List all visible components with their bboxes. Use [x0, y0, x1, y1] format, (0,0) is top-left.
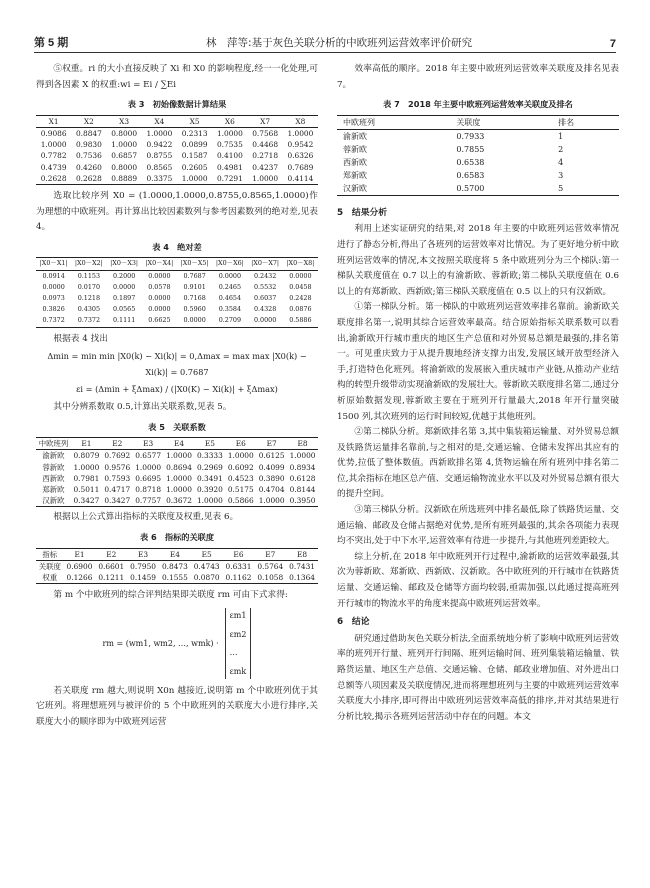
table-row [36, 473, 318, 484]
table-cell: 0.1587 [181, 151, 208, 161]
table-header-cell: |X0－X3| [110, 259, 139, 268]
table-cell: 0.0000 [183, 316, 206, 325]
section6-paragraph: 研究通过借助灰色关联分析法,全面系统地分析了影响中欧班列运营效率的班列开行量、班列开行间隔、班列运输时间、班列集装箱运输量、铁路货运量、地区生产总值、交通运输、仓储、邮政业增加值、对外进出口总额等八项因素及关联度情况,进而将理想班列与主要的中欧班列运营效率关联度大小排序,即可得出中欧班列运营效率高低的排序,并对其结果进行分析比较,揭示各班列运营活动中存在的问题。本文 [337, 633, 619, 722]
table-header-cell: E5 [204, 439, 215, 449]
table4 [36, 257, 318, 327]
table-header-cell: X4 [154, 116, 165, 126]
left-column [36, 62, 318, 731]
table-cell: 0.0000 [42, 282, 65, 291]
table-cell: 0.1211 [98, 572, 125, 582]
table-cell: 0.2628 [75, 173, 102, 183]
table-header-cell: X8 [295, 116, 306, 126]
table-cell: 0.7757 [135, 496, 162, 506]
table-cell: 0.4717 [104, 484, 131, 494]
table-cell: 汉新欧 [343, 183, 367, 193]
table-cell: 0.4743 [193, 561, 220, 571]
table-cell: 0.6128 [289, 473, 316, 483]
table-cell: 0.7291 [216, 173, 243, 183]
equation-coefficient: εi = (Δmin + ξΔmax) / (|X0(K) − Xi(k)| + ξΔmax) [76, 384, 278, 395]
table-cell: 0.3826 [42, 305, 65, 314]
table-row [36, 315, 318, 327]
table-cell: 郑新欧 [343, 170, 367, 180]
table-cell: 0.6601 [98, 561, 125, 571]
table-cell: 1.0000 [166, 473, 192, 483]
table-cell: 0.3584 [218, 305, 242, 314]
table-cell: 0.7933 [456, 131, 485, 141]
table-header-cell: X7 [260, 116, 271, 126]
table-cell: 1.0000 [135, 462, 162, 472]
table-cell: 0.1364 [289, 572, 316, 582]
table-cell: 0.0870 [193, 572, 220, 582]
table-cell: 1.0000 [166, 451, 192, 461]
table-header-cell: E4 [169, 549, 180, 559]
table-row [337, 129, 619, 143]
table-row [36, 139, 318, 150]
table-header-cell: E3 [138, 549, 149, 559]
table-cell: 权重 [42, 572, 58, 582]
table-header-cell: X2 [83, 116, 94, 126]
table-cell: 0.1058 [257, 572, 284, 582]
table-header-cell: 关联度 [456, 117, 481, 127]
table-cell: 0.7981 [73, 473, 100, 483]
table-cell: 0.1555 [161, 572, 188, 582]
table-cell: 西新欧 [42, 473, 65, 483]
table-header-cell: E2 [106, 549, 117, 559]
table-cell: 0.7855 [456, 144, 485, 154]
table-header-cell: E8 [297, 439, 308, 449]
table-cell: 0.0000 [148, 293, 171, 302]
table-cell: 0.3491 [196, 473, 223, 483]
table-cell: 0.3672 [166, 496, 192, 506]
table-cell: 0.6092 [227, 462, 254, 472]
table-cell: 1.0000 [40, 140, 67, 150]
table-header-cell: 中欧班列 [38, 439, 69, 449]
table-header-cell: E3 [143, 439, 154, 449]
table-cell: 0.6625 [148, 316, 171, 325]
table-header-cell: |X0－X6| [215, 259, 244, 268]
table-cell: 蓉新欧 [343, 144, 367, 154]
table-row [337, 156, 619, 169]
equation-min-max: Δmin = min min |X0(k) − Xi(k)| = 0,Δmax = max max |X0(k) − Xi(k)| = 0.7687 [47, 351, 307, 377]
table-cell: 0.1162 [225, 572, 252, 582]
intro-right-paragraph: 效率高低的顺序。2018 年主要中欧班列运营效率关联度及排名见表 7。 [337, 64, 619, 90]
table-cell: 0.0458 [289, 282, 312, 291]
table-cell: 0.2000 [112, 271, 136, 280]
table-cell: 0.5011 [73, 484, 100, 494]
table-cell: 0.2628 [40, 173, 67, 183]
table-cell: 0.6900 [66, 561, 93, 571]
table6-caption: 表 6 指标的关联度 [139, 531, 215, 542]
table-cell: 0.8565 [146, 162, 173, 172]
table-cell: 0.2605 [181, 162, 208, 172]
table-cell: 0.6695 [135, 473, 162, 483]
table-cell: 0.1897 [112, 293, 136, 302]
section5-paragraph: ①第一梯队分析。第一梯队的中欧班列运营效率排名靠前。渝新欧关联度排名第一,说明其综合运营效率最高。结合原始指标关联系数可以看出,渝新欧开行城市重庆的地区生产总值和对外贸易总额是最强的,排名第一。可见重庆致力于从提升腹地经济支撑力出发,发展区域开放型经济入手,打造特色化班列。将渝新欧的发展嵌入重庆城市产业链,从推动产业结构的转型升级带动实现渝新欧的发展壮大。蓉新欧关联度排名第二,通过分析原始数据发现,蓉新欧主要在于班列开行量最大,2018 年开行量突破 1500 列,其次班列的运行时间较短,优越于其他班列。 [337, 302, 619, 422]
table-cell: 0.1266 [66, 572, 93, 582]
table-cell: 0.6125 [258, 451, 285, 461]
table-cell: 0.1153 [77, 271, 101, 280]
table-cell: 0.4328 [253, 305, 277, 314]
table-cell: 0.8718 [135, 484, 162, 494]
table-cell: 0.8934 [289, 462, 316, 472]
table-row [337, 143, 619, 156]
table-header-cell: E8 [297, 549, 308, 559]
table-row [36, 560, 318, 572]
running-title: 林 萍等:基于灰色关联分析的中欧班列运营效率评价研究 [206, 37, 473, 49]
table-cell: 0.3950 [289, 496, 316, 506]
table-cell: 0.5960 [183, 305, 206, 314]
table-cell: 0.4739 [40, 162, 67, 172]
section5-paragraph: 综上分析,在 2018 年中欧班列开行过程中,渝新欧的运营效率最强,其次为蓉新欧、郑新欧、西新欧、汉新欧。各中欧班列的开行城市在铁路货运量、交通运输、邮政及仓储等方面均较弱,亟需加强,以此通过提高班列开行城市的物流水平的角度来提高中欧班列运营效率。 [337, 551, 619, 609]
table-cell: 0.7782 [40, 151, 67, 161]
table-header-cell: E2 [112, 439, 123, 449]
vector-entry: εm1 [229, 611, 247, 621]
epsilon-vector [225, 608, 252, 679]
table-cell: 0.5532 [253, 282, 277, 291]
table-cell: 0.9830 [75, 140, 102, 150]
table-header-cell: E4 [173, 439, 185, 449]
table-cell: 0.8000 [111, 162, 138, 172]
issue-number: 第 5 期 [34, 37, 69, 49]
table-row [36, 462, 318, 473]
table-row [36, 282, 318, 293]
table-cell: 1.0000 [258, 496, 285, 506]
table-cell: 0.7535 [216, 140, 243, 150]
table-cell: 0.3427 [73, 496, 100, 506]
table-cell: 0.2969 [196, 462, 223, 472]
table-cell: 0.8000 [111, 128, 138, 138]
table-cell: 0.6331 [225, 561, 252, 571]
table-header-cell: E6 [235, 439, 246, 449]
table-cell: 1.0000 [181, 173, 208, 183]
page-header [34, 28, 616, 50]
table-header-cell: 中欧班列 [343, 117, 375, 127]
table-header-cell: X6 [224, 116, 235, 126]
table-cell: 0.5866 [227, 496, 254, 506]
table-cell: 0.5700 [456, 183, 485, 193]
table-row [36, 150, 318, 161]
table-header-cell: E1 [74, 549, 85, 559]
table-header-cell: |X0－X8| [286, 259, 315, 268]
table-cell: 0.3427 [104, 496, 131, 506]
rm-paragraph: 第 m 个中欧班列的综合评判结果即关联度 rm 可由下式求得: [53, 590, 288, 601]
table-cell: 0.2313 [181, 128, 208, 138]
table-cell: 0.0000 [148, 305, 171, 314]
table-cell: 0.2432 [253, 271, 277, 280]
coefficient-paragraph: 其中分辨系数取 0.5,计算出关联系数,见表 5。 [53, 401, 232, 412]
table5 [36, 437, 318, 507]
table-cell: 0.6538 [456, 157, 485, 167]
table-cell: 1.0000 [252, 173, 279, 183]
table-cell: 0.9086 [40, 128, 67, 138]
table-cell: 0.9422 [146, 140, 173, 150]
table-cell: 0.0973 [42, 293, 65, 302]
table-cell: 1.0000 [166, 484, 192, 494]
table-cell: 0.0000 [289, 271, 312, 280]
section5-title: 5 结果分析 [337, 207, 388, 218]
table-header-cell: X3 [119, 116, 130, 126]
table-cell: 0.4237 [252, 162, 279, 172]
table-cell: 渝新欧 [343, 131, 367, 141]
table-cell: 0.8694 [166, 462, 192, 472]
table-cell: 0.6857 [111, 151, 138, 161]
section5-paragraph: ③第三梯队分析。汉新欧在所选班列中排名最低,除了铁路货运量、交通运输、邮政及仓储占据绝对优势,是所有班列最强的,其余各项能力表现均不突出,处于中下水平,运营效率有待进一步提升,与其他班列差距较大。 [337, 505, 619, 547]
table-cell: 0.0000 [148, 271, 171, 280]
table-cell: 0.2428 [289, 293, 312, 302]
table-cell: 0.7168 [183, 293, 206, 302]
vector-entry: εm2 [229, 629, 247, 639]
table-cell: 0.7372 [42, 316, 65, 325]
table7-caption: 表 7 2018 年主要中欧班列运营效率关联度及排名 [383, 99, 573, 110]
table-cell: 0.4260 [75, 162, 102, 172]
table7 [337, 115, 619, 196]
table-cell: 0.3890 [258, 473, 285, 483]
table-cell: 郑新欧 [42, 484, 65, 494]
table-cell: 西新欧 [343, 157, 367, 167]
table-cell: 蓉新欧 [42, 462, 65, 472]
table-cell: 1.0000 [287, 128, 314, 138]
after-table5-paragraph: 根据以上公式算出指标的关联度及权重,见表 6。 [53, 512, 239, 523]
table-cell: 0.4099 [258, 462, 285, 472]
table-row [36, 450, 318, 462]
table-cell: 1.0000 [196, 496, 223, 506]
table-cell: 0.8755 [146, 151, 173, 161]
table-cell: 0.0914 [42, 271, 65, 280]
table-cell: 2 [558, 144, 564, 154]
table-cell: 0.7950 [130, 561, 157, 571]
table-row [36, 270, 318, 282]
table-cell: 1.0000 [146, 128, 173, 138]
table-header-cell: E6 [233, 549, 244, 559]
table-header-cell: |X0－X4| [145, 259, 174, 268]
table-cell: 0.0170 [77, 282, 101, 291]
table-header-cell: X1 [48, 116, 59, 126]
table-cell: 0.8144 [289, 484, 316, 494]
table-cell: 0.7431 [289, 561, 316, 571]
table-header-cell: E1 [81, 439, 92, 449]
table-cell: 0.6577 [135, 451, 162, 461]
table-cell: 0.4305 [77, 305, 101, 314]
table-cell: 0.0000 [253, 316, 277, 325]
equation-rm-left: rm = (wm1, wm2, …, wmk) · [102, 638, 219, 648]
table-cell: 0.1111 [112, 316, 136, 325]
table5-caption: 表 5 关联系数 [148, 421, 206, 432]
table-row [337, 182, 619, 196]
table-cell: 0.4981 [216, 162, 243, 172]
after-table3-paragraph: 选取比较序列 X0 = (1.0000,1.0000,0.8755,0.8565,1.0000)作为理想的中欧班列。再计算出比较因素数列与参考因素数列的绝对差,见表 4。 [36, 191, 318, 233]
table-row [36, 304, 318, 315]
table-cell: 1.0000 [227, 451, 254, 461]
table-row [36, 162, 318, 173]
table-header-cell: 排名 [558, 117, 575, 127]
section5-paragraph: ②第二梯队分析。郑新欧排名第 3,其中集装箱运输量、对外贸易总额及铁路货运量排名靠前,与之相对的是,交通运输、仓储未发挥出其应有的优势,拉低了整体数值。西新欧排名第 4,货物运输在所有班列中排名第二位,其余指标在地区总产值、交通运输物流业水平以及对外贸易总额有很大的提升空间。 [337, 427, 619, 500]
final-left-paragraph: 若关联度 rm 越大,则说明 X0n 越接近,说明第 m 个中欧班列优于其它班列。将理想班列与被评价的 5 个中欧班列的关联度大小进行排序,关联度大小的顺序即为中欧班列运营 [36, 685, 318, 727]
table-header-cell: E7 [266, 439, 277, 449]
table-cell: 汉新欧 [42, 496, 65, 506]
table-cell: 0.5886 [289, 316, 312, 325]
table-cell: 0.4704 [258, 484, 285, 494]
table-cell: 3 [558, 170, 564, 180]
table-cell: 1.0000 [216, 128, 243, 138]
page-number: 7 [609, 38, 616, 50]
table-cell: 0.8079 [73, 451, 100, 461]
table-header-cell: 指标 [42, 549, 58, 559]
table-cell: 0.8889 [111, 173, 138, 183]
table-cell: 1.0000 [289, 451, 316, 461]
table-header-cell: X5 [189, 116, 200, 126]
table-cell: 0.4523 [227, 473, 254, 483]
table-cell: 0.0000 [112, 282, 136, 291]
table-cell: 0.3333 [196, 451, 223, 461]
table-cell: 0.6037 [253, 293, 277, 302]
table-cell: 0.0000 [218, 271, 242, 280]
section5-paragraph: 利用上述实证研究的结果,对 2018 年主要的中欧班列运营效率情况进行了静态分析,得出了各班列的运营效率对比情况。为了更好地分析中欧班列运营效率的情况,本文按照关联度将 5 条中欧班列分为三个梯队:第一梯队关联度值在 0.7 以上的有渝新欧、蓉新欧;第二梯队关联度值在 0.6 以上的有郑新欧、西新欧;第三梯队关联度值在 0.5 以上的只有汉新欧。 [337, 224, 619, 297]
table-cell: 4 [558, 157, 564, 167]
table-cell: 0.5175 [227, 484, 254, 494]
table-row [36, 484, 318, 495]
table-header-cell: E5 [201, 549, 212, 559]
table-cell: 0.1218 [77, 293, 101, 302]
table-cell: 0.0876 [289, 305, 312, 314]
table-cell: 0.7689 [287, 162, 314, 172]
table4-caption: 表 4 绝对差 [152, 241, 202, 252]
table-cell: 0.9542 [287, 140, 314, 150]
table-cell: 0.7536 [75, 151, 102, 161]
table-cell: 0.2709 [218, 316, 242, 325]
table-cell: 0.2465 [218, 282, 242, 291]
vector-entry: εmk [229, 666, 247, 676]
table-cell: 渝新欧 [42, 451, 65, 461]
table-cell: 1.0000 [111, 140, 138, 150]
table-header-cell: |X0－X5| [180, 259, 209, 268]
table-row [36, 127, 318, 139]
table4-intro: 根据表 4 找出 [53, 333, 108, 344]
table-cell: 0.6583 [456, 170, 485, 180]
header-rule [34, 52, 616, 53]
table-cell: 0.7568 [252, 128, 279, 138]
table-cell: 0.4114 [287, 173, 314, 183]
table-header-cell: |X0－X2| [74, 259, 103, 268]
table-cell: 0.0899 [181, 140, 208, 150]
table-row [36, 293, 318, 304]
table-cell: 0.7687 [183, 271, 206, 280]
table-cell: 关联度 [38, 561, 61, 571]
vector-entry: … [229, 648, 238, 658]
table3-caption: 表 3 初始像数据计算结果 [127, 99, 227, 110]
table-cell: 0.8847 [75, 128, 102, 138]
table-header-cell: E7 [265, 549, 276, 559]
section6-title: 6 结论 [337, 617, 370, 628]
table-row [337, 169, 619, 182]
table-row [36, 572, 318, 584]
right-column [337, 62, 619, 725]
table-cell: 5 [558, 183, 564, 193]
table-cell: 0.1459 [130, 572, 157, 582]
table-header-cell: |X0－X1| [39, 259, 68, 268]
table-cell: 0.2718 [252, 151, 279, 161]
table-cell: 0.9101 [183, 282, 206, 291]
table-cell: 0.6326 [287, 151, 314, 161]
table-cell: 0.4654 [218, 293, 242, 302]
table-cell: 1 [558, 131, 564, 141]
table-cell: 1.0000 [73, 462, 100, 472]
table-cell: 0.7692 [104, 451, 131, 461]
table3 [36, 115, 318, 185]
table-cell: 0.7593 [104, 473, 131, 483]
table-cell: 0.8473 [161, 561, 188, 571]
table-row [36, 173, 318, 185]
table-header-cell: |X0－X7| [251, 259, 280, 268]
table-cell: 0.7372 [77, 316, 101, 325]
table6 [36, 548, 318, 585]
table-row [36, 495, 318, 507]
table-cell: 0.9576 [104, 462, 131, 472]
table-cell: 0.0565 [112, 305, 136, 314]
weight-paragraph: ⑤权重。ri 的大小直接反映了 Xi 和 X0 的影响程度,经一一化处理,可得到各因素 X 的权重:wi = Ei / ∑Ei [36, 64, 318, 90]
table-cell: 0.5764 [257, 561, 284, 571]
table-cell: 0.3375 [146, 173, 173, 183]
table-cell: 0.0578 [148, 282, 171, 291]
equation-rm [36, 604, 318, 684]
table-cell: 0.4100 [216, 151, 243, 161]
table-cell: 0.3920 [196, 484, 223, 494]
table-cell: 0.4468 [252, 140, 279, 150]
